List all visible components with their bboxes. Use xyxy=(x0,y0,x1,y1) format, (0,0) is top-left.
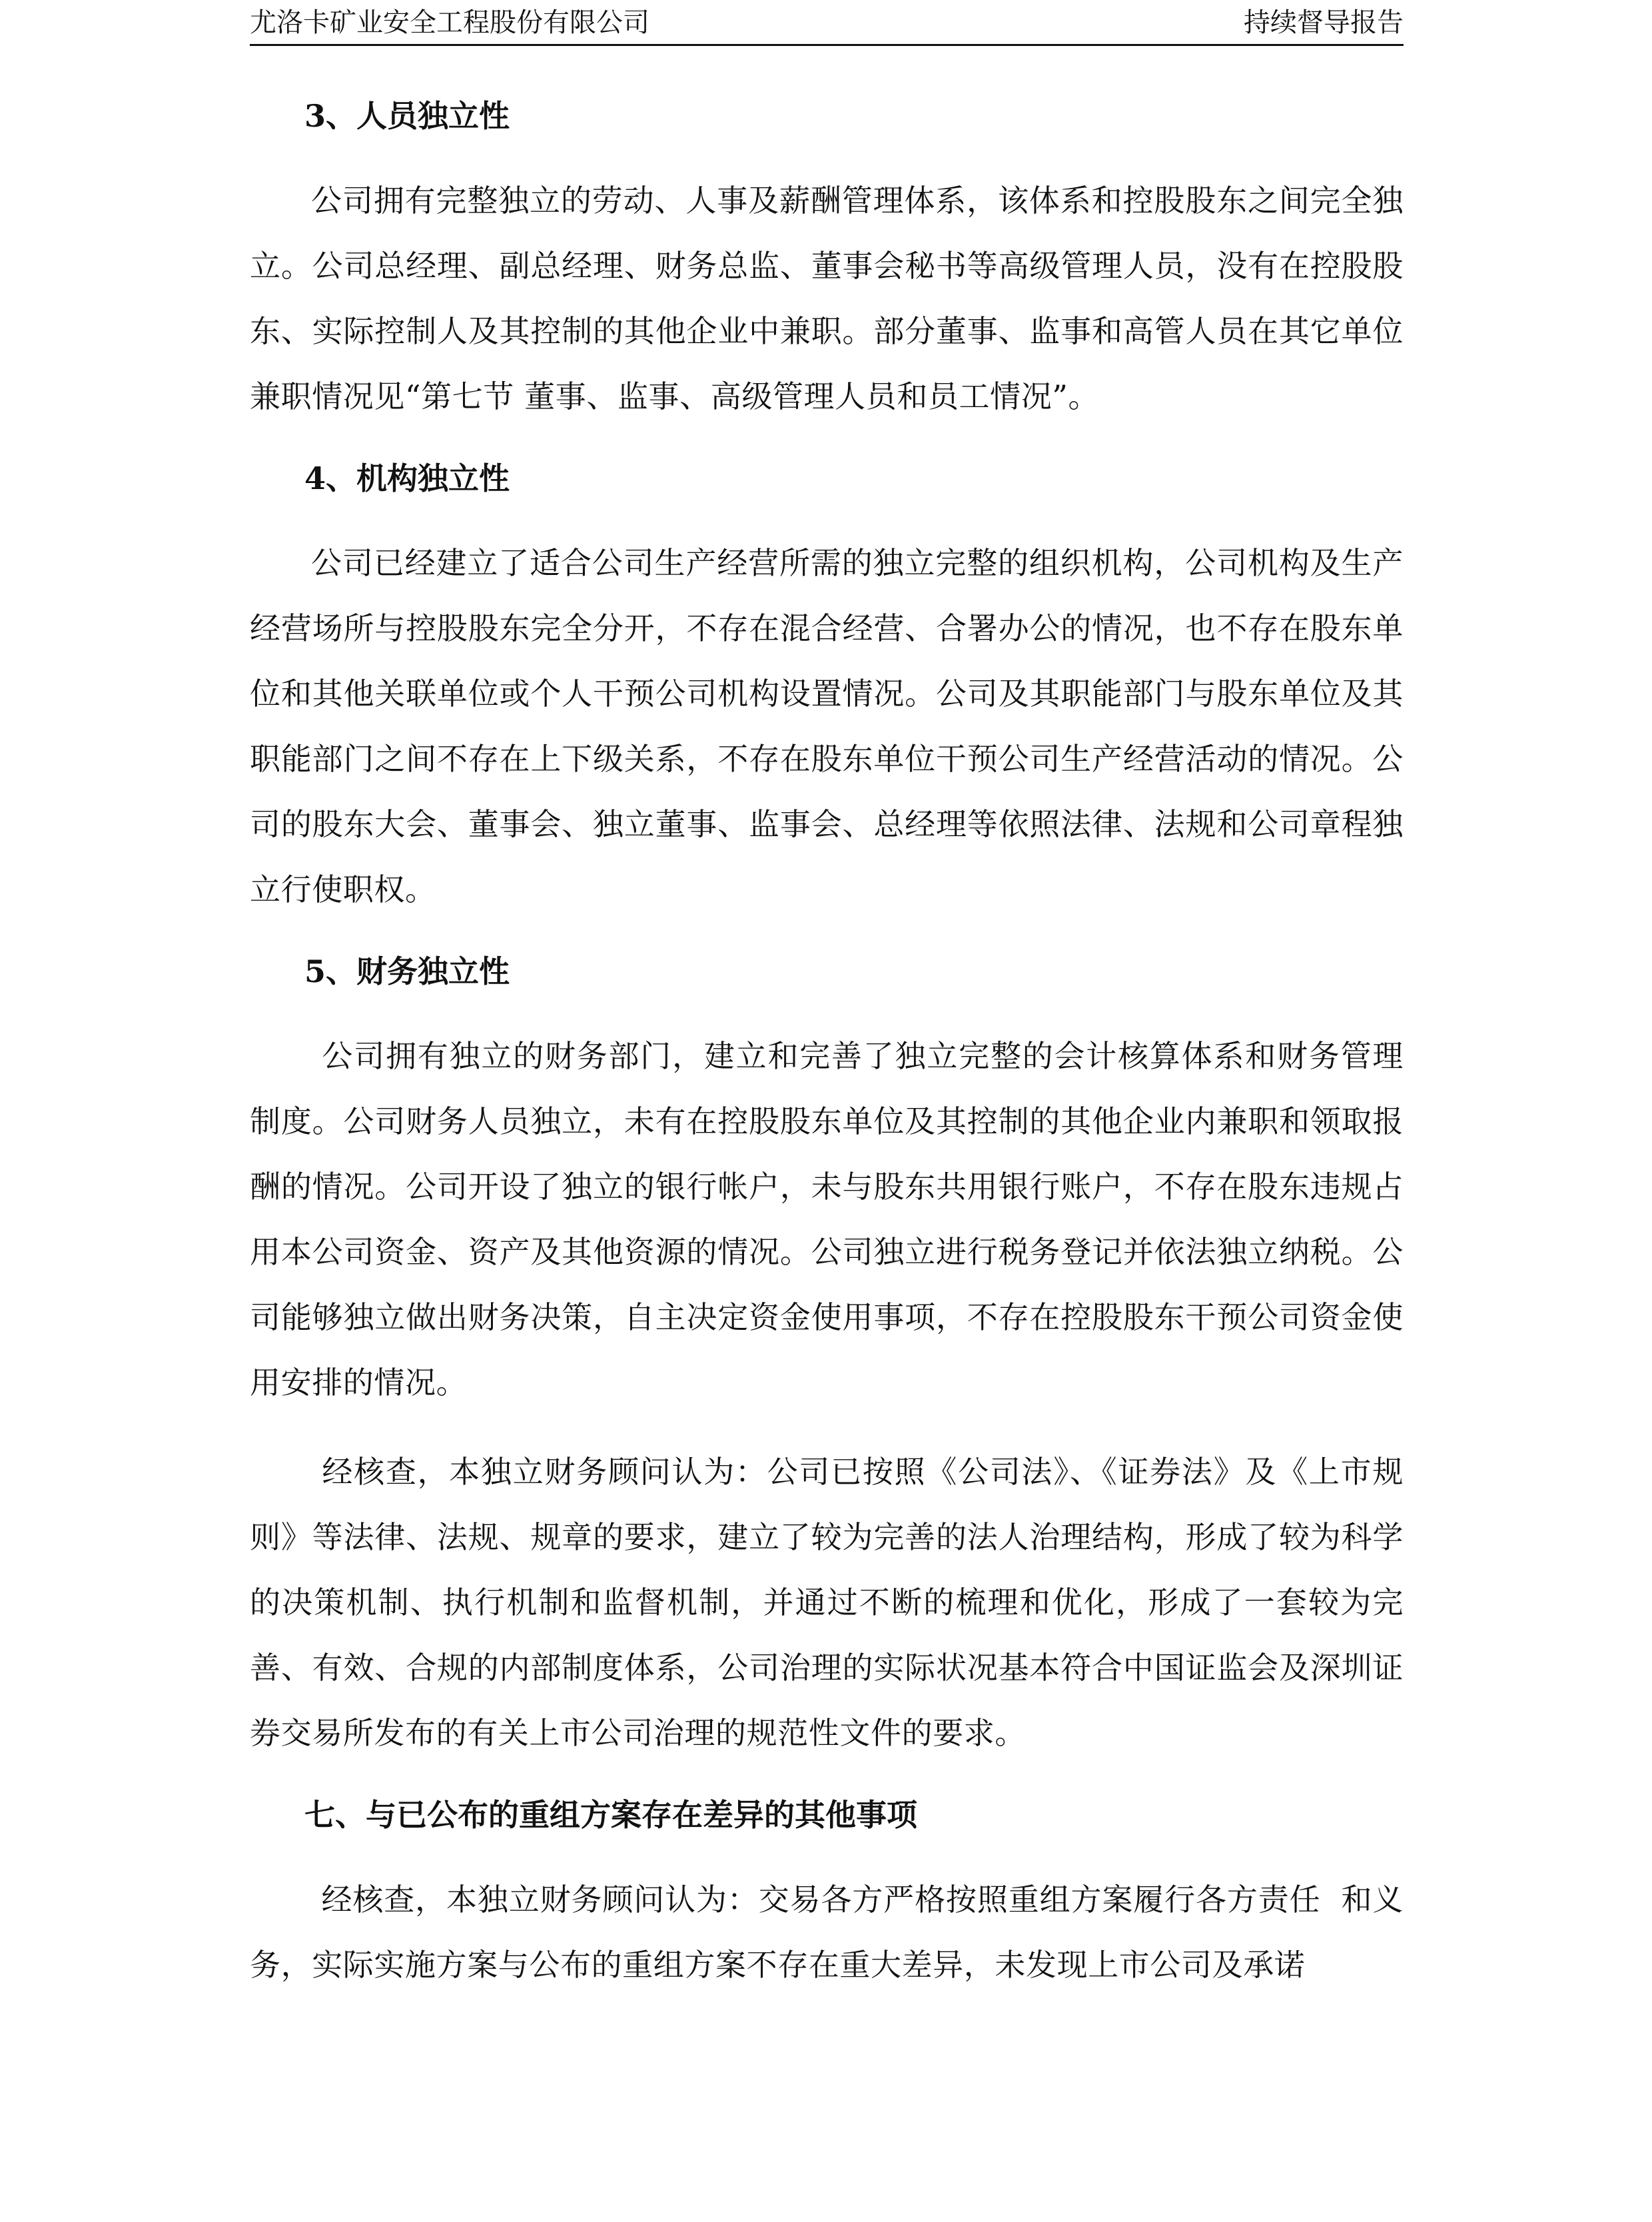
paragraph-other-matters: 经核查，本独立财务顾问认为：交易各方严格按照重组方案履行各方责任 和义务，实际实施方案与公布的重组方案不存在重大差异，未发现上市公司及承诺 xyxy=(250,1882,1404,1983)
paragraph-personnel: 公司拥有完整独立的劳动、人事及薪酬管理体系，该体系和控股股东之间完全独立。公司总经理、副总经理、财务总监、董事会秘书等高级管理人员，没有在控股股东、实际控制人及其控制的其他企业中兼职。部分董事、监事和高管人员在其它单位兼职情况见“第七节 董事、监事、高级管理人员和员工情况”。 xyxy=(250,183,1404,414)
document-body xyxy=(250,91,1404,1997)
header-company-name: 尤洛卡矿业安全工程股份有限公司 xyxy=(250,7,649,38)
page-header xyxy=(250,0,1404,46)
paragraph-finance: 公司拥有独立的财务部门，建立和完善了独立完整的会计核算体系和财务管理制度。公司财务人员独立，未有在控股股东单位及其控制的其他企业内兼职和领取报酬的情况。公司开设了独立的银行帐户，未与股东共用银行账户，不存在股东违规占用本公司资金、资产及其他资源的情况。公司独立进行税务登记并依法独立纳税。公司能够独立做出财务决策，自主决定资金使用事项，不存在控股股东干预公司资金使用安排的情况。 xyxy=(250,1038,1404,1400)
header-report-title: 持续督导报告 xyxy=(1244,7,1404,38)
section-heading-other-matters: 七、与已公布的重组方案存在差异的其他事项 xyxy=(304,1797,917,1833)
paragraph-organization: 公司已经建立了适合公司生产经营所需的独立完整的组织机构，公司机构及生产经营场所与控股股东完全分开，不存在混合经营、合署办公的情况，也不存在股东单位和其他关联单位或个人干预公司机构设置情况。公司及其职能部门与股东单位及其职能部门之间不存在上下级关系，不存在股东单位干预公司生产经营活动的情况。公司的股东大会、董事会、独立董事、监事会、总经理等依照法律、法规和公司章程独立行使职权。 xyxy=(250,545,1404,907)
section-heading-finance: 5、财务独立性 xyxy=(304,953,510,989)
section-heading-personnel: 3、人员独立性 xyxy=(304,98,510,134)
paragraph-advisor-opinion: 经核查，本独立财务顾问认为：公司已按照《公司法》、《证券法》及《上市规则》等法律、法规、规章的要求，建立了较为完善的法人治理结构，形成了较为科学的决策机制、执行机制和监督机制，并通过不断的梳理和优化，形成了一套较为完善、有效、合规的内部制度体系，公司治理的实际状况基本符合中国证监会及深圳证券交易所发布的有关上市公司治理的规范性文件的要求。 xyxy=(250,1454,1404,1751)
section-heading-organization: 4、机构独立性 xyxy=(304,460,510,496)
